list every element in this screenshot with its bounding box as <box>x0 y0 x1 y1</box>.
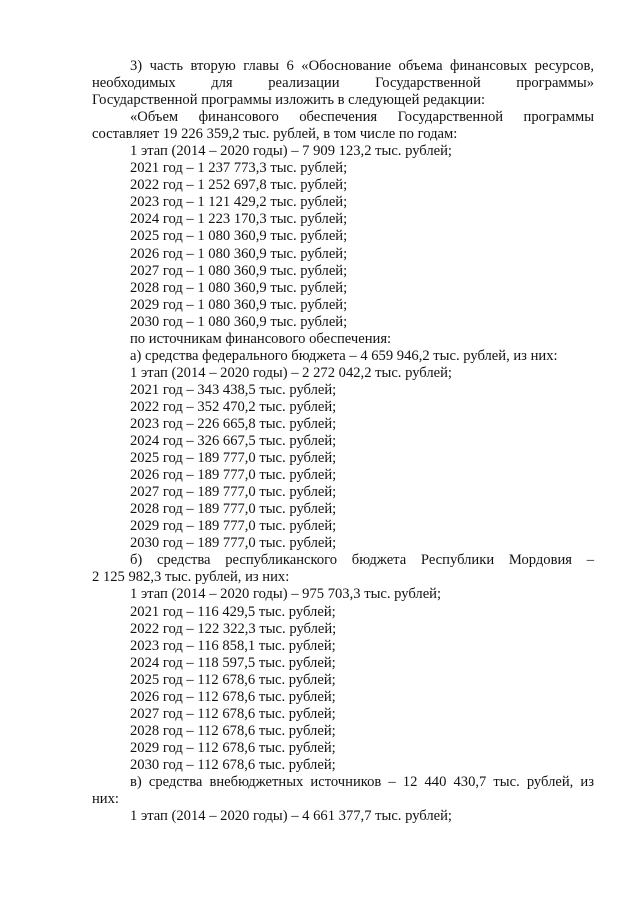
list-item: 1 этап (2014 – 2020 годы) – 2 272 042,2 тыс. рублей; <box>130 364 452 381</box>
document-page <box>92 58 594 825</box>
list-item: 2028 год – 1 080 360,9 тыс. рублей; <box>130 279 348 296</box>
list-item: 2024 год – 118 597,5 тыс. рублей; <box>130 654 336 671</box>
list-item: 2021 год – 1 237 773,3 тыс. рублей; <box>130 160 348 177</box>
list-item: 2023 год – 226 665,8 тыс. рублей; <box>130 415 337 432</box>
list-item: 2030 год – 189 777,0 тыс. рублей; <box>130 535 337 552</box>
list-item: 2024 год – 1 223 170,3 тыс. рублей; <box>130 211 348 228</box>
total-line-2: составляет 19 226 359,2 тыс. рублей, в том числе по годам: <box>92 126 458 143</box>
list-item: 2022 год – 1 252 697,8 тыс. рублей; <box>130 177 348 194</box>
list-item: 2029 год – 112 678,6 тыс. рублей; <box>130 739 336 756</box>
total-years-list <box>92 143 594 331</box>
list-item: 2025 год – 189 777,0 тыс. рублей; <box>130 450 337 467</box>
list-item: 2025 год – 1 080 360,9 тыс. рублей; <box>130 228 348 245</box>
extrabudget-heading-line-2: них: <box>92 791 119 808</box>
list-item: 2028 год – 189 777,0 тыс. рублей; <box>130 501 337 518</box>
list-item: 2021 год – 343 438,5 тыс. рублей; <box>130 381 337 398</box>
list-item: 2030 год – 1 080 360,9 тыс. рублей; <box>130 313 348 330</box>
federal-years-list <box>92 365 594 553</box>
list-item: 1 этап (2014 – 2020 годы) – 7 909 123,2 тыс. рублей; <box>130 143 452 160</box>
list-item: 2025 год – 112 678,6 тыс. рублей; <box>130 671 336 688</box>
list-item: 2023 год – 1 121 429,2 тыс. рублей; <box>130 194 348 211</box>
list-item: 2021 год – 116 429,5 тыс. рублей; <box>130 603 336 620</box>
republic-years-list <box>92 586 594 774</box>
list-item: 1 этап (2014 – 2020 годы) – 4 661 377,7 тыс. рублей; <box>130 808 452 825</box>
list-item: 2029 год – 189 777,0 тыс. рублей; <box>130 518 337 535</box>
intro-line-1: 3) часть вторую главы 6 «Обоснование объема финансовых ресурсов, <box>130 58 594 74</box>
total-line-1: «Объем финансового обеспечения Государственной программы <box>130 109 594 126</box>
list-item: 2029 год – 1 080 360,9 тыс. рублей; <box>130 296 348 313</box>
extrabudget-heading-line-1: в) средства внебюджетных источников – 12 440 430,7 тыс. рублей, из <box>130 773 594 790</box>
republic-heading-line-1: б) средства республиканского бюджета Республики Мордовия – <box>130 552 594 569</box>
intro-line-3: Государственной программы изложить в следующей редакции: <box>92 92 486 109</box>
list-item: 2022 год – 352 470,2 тыс. рублей; <box>130 398 337 415</box>
list-item: 2024 год – 326 667,5 тыс. рублей; <box>130 433 337 450</box>
list-item: 2026 год – 112 678,6 тыс. рублей; <box>130 688 336 705</box>
list-item: 2026 год – 1 080 360,9 тыс. рублей; <box>130 245 348 262</box>
list-item: 2030 год – 112 678,6 тыс. рублей; <box>130 756 336 773</box>
republic-heading-line-2: 2 125 982,3 тыс. рублей, из них: <box>92 569 290 586</box>
list-item: 2027 год – 1 080 360,9 тыс. рублей; <box>130 262 348 279</box>
list-item: 2027 год – 189 777,0 тыс. рублей; <box>130 484 337 501</box>
list-item: 2028 год – 112 678,6 тыс. рублей; <box>130 722 336 739</box>
list-item: 2022 год – 122 322,3 тыс. рублей; <box>130 620 337 637</box>
list-item: 1 этап (2014 – 2020 годы) – 975 703,3 тыс. рублей; <box>130 586 442 603</box>
list-item: 2023 год – 116 858,1 тыс. рублей; <box>130 637 336 654</box>
intro-line-2: необходимых для реализации Государственной программы» <box>92 75 594 92</box>
sources-heading: по источникам финансового обеспечения: <box>130 330 392 347</box>
list-item: 2027 год – 112 678,6 тыс. рублей; <box>130 705 336 722</box>
federal-heading: а) средства федерального бюджета – 4 659 946,2 тыс. рублей, из них: <box>130 347 558 364</box>
list-item: 2026 год – 189 777,0 тыс. рублей; <box>130 467 337 484</box>
extrabudget-years-list <box>92 808 594 825</box>
